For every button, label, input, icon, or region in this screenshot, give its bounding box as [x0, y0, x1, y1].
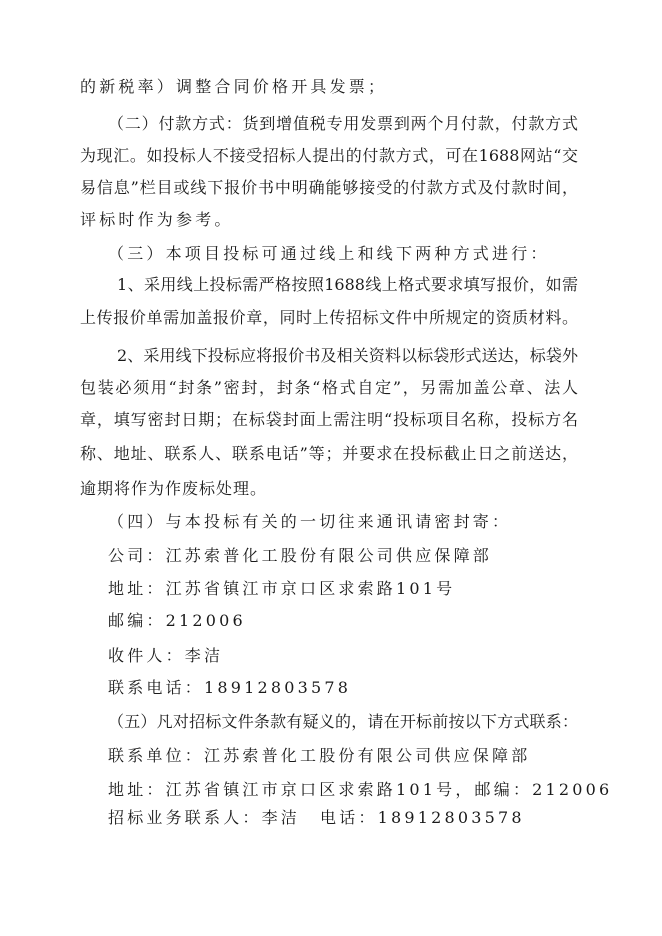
paragraph-online: 1、采用线上投标需严格按照1688线上格式要求填写报价，如需 — [117, 275, 578, 294]
contact-address: 地址：江苏省镇江市京口区求索路101号，邮编：212006 — [108, 780, 613, 799]
text-line: 易信息”栏目或线下报价书中明确能够接受的付款方式及付款时间， — [80, 178, 578, 197]
text-line: 上传报价单需加盖报价章，同时上传招标文件中所规定的资质材料。 — [80, 308, 578, 327]
paragraph-payment: （二）付款方式：货到增值税专用发票到两个月付款，付款方式 — [108, 114, 578, 133]
mail-company: 公司：江苏索普化工股份有限公司供应保障部 — [108, 546, 493, 565]
text-line: 称、地址、联系人、联系电话”等；并要求在投标截止日之前送达， — [80, 444, 578, 463]
paragraph-offline: 2、采用线下投标应将报价书及相关资料以标袋形式送达，标袋外 — [117, 346, 578, 365]
contact-person: 招标业务联系人：李洁 — [108, 808, 301, 827]
text-line: 为现汇。如投标人不接受招标人提出的付款方式，可在1688网站“交 — [80, 146, 578, 165]
mail-postcode: 邮编：212006 — [108, 611, 246, 630]
contact-unit: 联系单位：江苏索普化工股份有限公司供应保障部 — [108, 746, 531, 765]
contact-phone: 电话：18912803578 — [320, 808, 525, 827]
mail-recipient: 收件人：李洁 — [108, 646, 224, 665]
paragraph-methods: （三）本项目投标可通过线上和线下两种方式进行： — [108, 244, 550, 263]
text-line: 评标时作为参考。 — [80, 210, 234, 229]
mail-address: 地址：江苏省镇江市京口区求索路101号 — [108, 579, 456, 598]
text-line: 逾期将作为作废标处理。 — [80, 479, 268, 498]
paragraph-inquiry: （五）凡对招标文件条款有疑义的，请在开标前按以下方式联系： — [108, 712, 578, 731]
text-line: 章，填写密封日期；在标袋封面上需注明“投标项目名称，投标方名 — [80, 410, 578, 429]
mail-phone: 联系电话：18912803578 — [108, 678, 352, 697]
paragraph-mailing: （四）与本投标有关的一切往来通讯请密封寄： — [108, 512, 512, 531]
text-line: 的新税率）调整合同价格开具发票； — [80, 77, 388, 96]
text-line: 包装必须用“封条”密封，封条“格式自定”，另需加盖公章、法人 — [80, 378, 578, 397]
